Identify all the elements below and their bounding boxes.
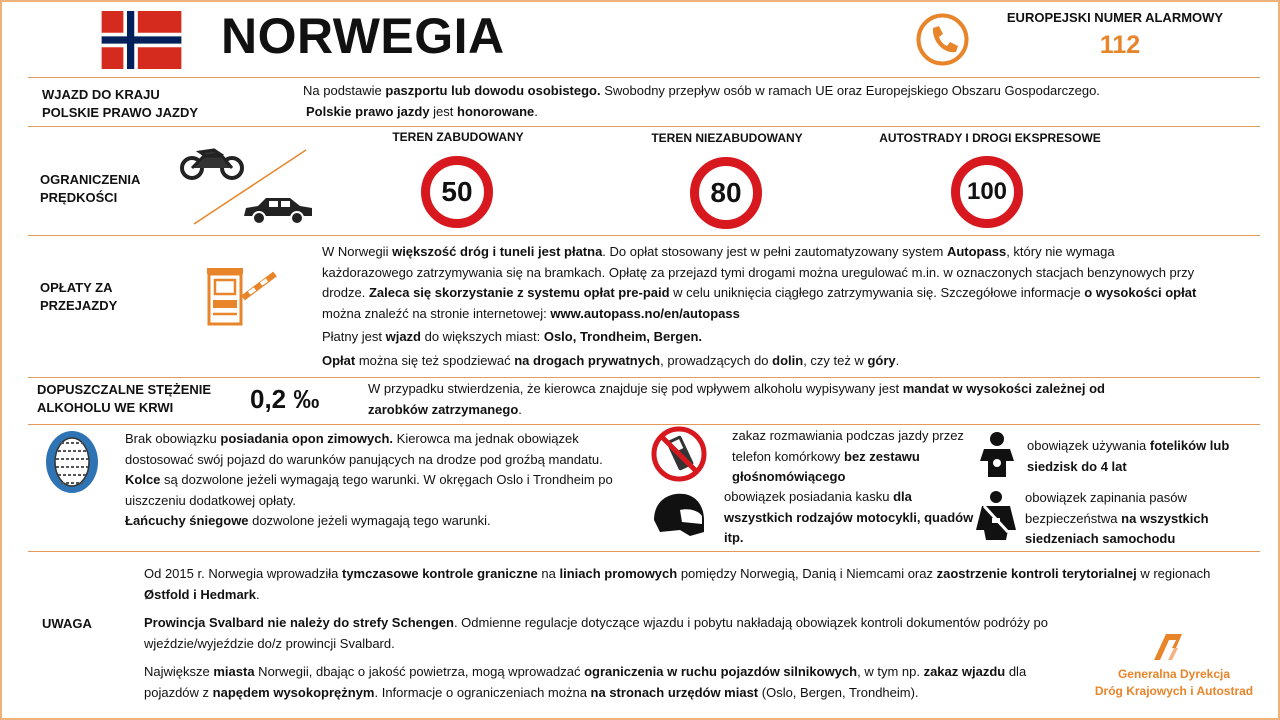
divider [28, 126, 1260, 127]
emergency-label: EUROPEJSKI NUMER ALARMOWY [1006, 10, 1224, 25]
speed-limit-sign: 100 [951, 156, 1023, 228]
divider [28, 77, 1260, 78]
tolls-text: W Norwegii większość dróg i tuneli jest płatna. Do opłat stosowany jest w pełni zautomatyzowany system Autopass, który nie wymaga każdorazowego zatrzymywania się na bramkach. Opłatę za przejazd tymi drogami można uregulować m.in. w oznaczonych stacjach benzynowych przy drodze. Zaleca się skorzystanie z systemu opłat pre-paid w celu uniknięcia ciągłego zatrzymywania się. Szczegółowe informacje o wysokości opłat można znaleźć na stronie internetowej: www.autopass.no/en/autopass Płatny jest wjazd do większych miast: Oslo, Trondheim, Bergen. Opłat można się też spodziewać na drogach prywatnych, prowadzących do dolin, czy też w góry. [322, 244, 1197, 368]
speed-limit-sign: 50 [421, 156, 493, 228]
alcohol-text: W przypadku stwierdzenia, że kierowca znajduje się pod wpływem alkoholu wypisywany jest mandat w wysokości zależnej od zarobków zatrzymanego. [368, 381, 1105, 417]
divider [28, 377, 1260, 378]
alcohol-limit: 0,2 ‰ [250, 384, 320, 414]
belt-text: obowiązek zapinania pasów bezpieczeństwa na wszystkich siedzeniach samochodu [1025, 490, 1209, 546]
page-title: NORWEGIA [221, 8, 505, 64]
norway-flag-icon [101, 11, 182, 69]
emergency-number: 112 [1099, 31, 1141, 59]
helmet-icon [650, 490, 706, 540]
divider [28, 235, 1260, 236]
entry-text: Na podstawie paszportu lub dowodu osobistego. Swobodny przepływ osób w ramach UE oraz Europejskiego Obszaru Gospodarczego. Polskie prawo jazdy jest honorowane. [303, 83, 1100, 119]
alcohol-label: DOPUSZCZALNE STĘŻENIE ALKOHOLU WE KRWI [37, 382, 212, 415]
toll-gate-icon [205, 266, 280, 326]
zone-name: AUTOSTRADY I DROGI EKSPRESOWE [879, 131, 1101, 145]
zone-name: TEREN NIEZABUDOWANY [651, 131, 803, 145]
speed-limit-sign: 80 [690, 157, 762, 229]
helmet-text: obowiązek posiadania kasku dla wszystkich rodzajów motocykli, quadów itp. [724, 489, 974, 545]
divider [28, 551, 1260, 552]
notice-text: Od 2015 r. Norwegia wprowadziła tymczasowe kontrole graniczne na liniach promowych pomiędzy Norwegią, Danią i Niemcami oraz zaostrzenie kontroli terytorialnej w regionach Østfold i Hedmark. Prowincja Svalbard nie należy do strefy Schengen. Odmienne regulacje dotyczące wjazdu i pobytu nakładają obowiązek kontroli dokumentów podróży po wjeździe/wyjeździe do/z prowincji Svalbard. Największe miasta Norwegii, dbając o jakość powietrza, mogą wprowadzać ograniczenia w ruchu pojazdów silnikowych, w tym np. zakaz wjazdu dla pojazdów z napędem wysokoprężnym. Informacje o ograniczeniach można na stronach urzędów miast (Oslo, Bergen, Trondheim). [144, 566, 1211, 700]
no-phone-icon [650, 425, 708, 483]
gddkia-logo-text: Generalna Dyrekcja Dróg Krajowych i Autostrad [1094, 667, 1254, 698]
seatbelt-icon [972, 490, 1020, 542]
zone-name: TEREN ZABUDOWANY [392, 130, 524, 144]
tire-icon [43, 429, 101, 495]
entry-label: WJAZD DO KRAJU POLSKIE PRAWO JAZDY [42, 87, 199, 120]
car-icon [242, 194, 314, 226]
divider [28, 424, 1260, 425]
child-icon [976, 431, 1018, 479]
gddkia-logo-icon [1152, 632, 1184, 662]
tires-text: Brak obowiązku posiadania opon zimowych. Kierowca ma jednak obowiązek dostosować swój pojazd do warunków panujących na drodze pod groźbą mandatu. Kolce są dozwolone jeżeli wymagają tego warunki. W okręgach Oslo i Trondheim po uiszczeniu dodatkowej opłaty. Łańcuchy śniegowe dozwolone jeżeli wymagają tego warunki. [125, 431, 613, 528]
phone-icon [915, 12, 970, 67]
tolls-label: OPŁATY ZA PRZEJAZDY [40, 280, 118, 313]
child-text: obowiązek używania fotelików lub siedzisk do 4 lat [1027, 438, 1230, 474]
notice-label: UWAGA [42, 616, 92, 631]
speed-label: OGRANICZENIA PRĘDKOŚCI [40, 172, 141, 205]
phone-text: zakaz rozmawiania podczas jazdy przez telefon komórkowy bez zestawu głośnomówiącego [732, 428, 964, 484]
